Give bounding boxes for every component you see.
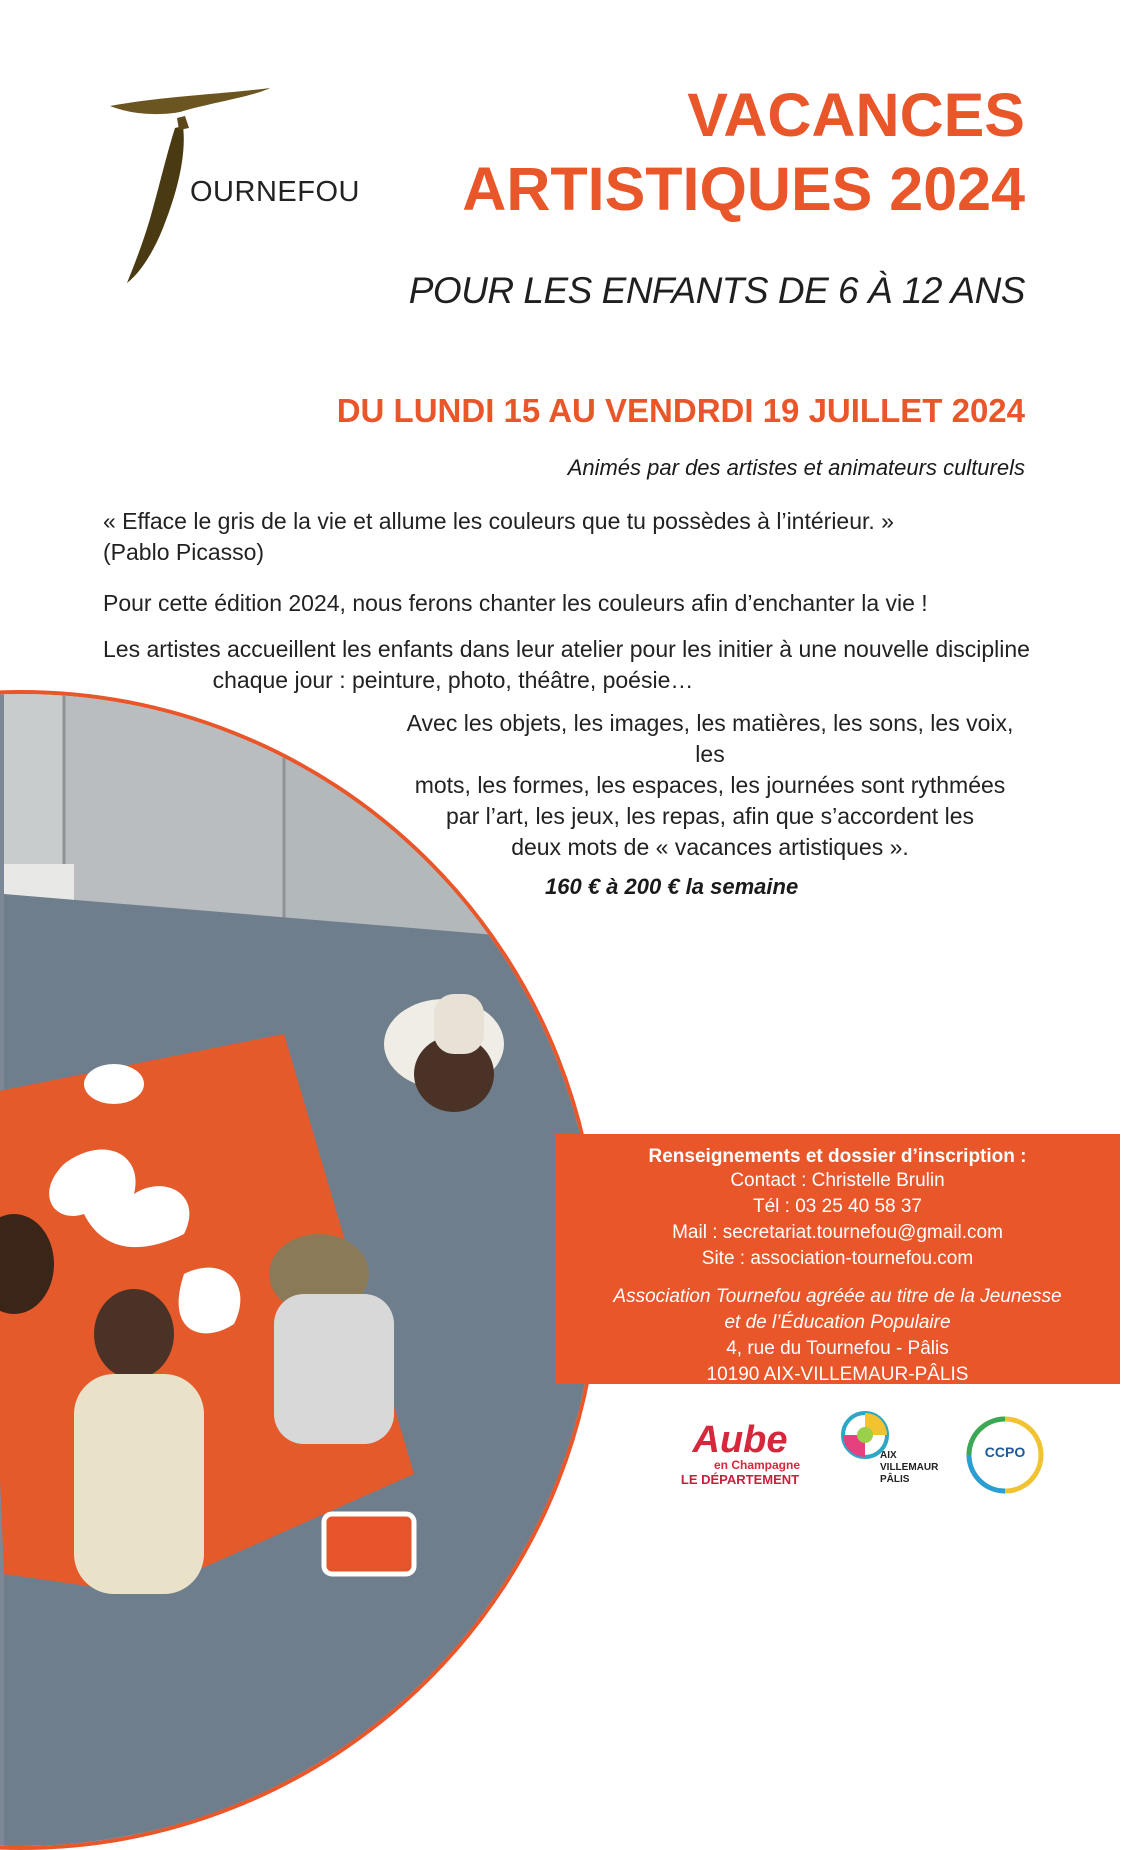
quote-text: « Efface le gris de la vie et allume les couleurs que tu possèdes à l’intérieur. »	[103, 508, 894, 534]
aix-line-2: VILLEMAUR	[880, 1462, 939, 1473]
activities-line: Avec les objets, les images, les matières, les sons, les voix, les	[406, 710, 1014, 767]
price: 160 € à 200 € la semaine	[545, 874, 799, 899]
info-title: Renseignements et dossier d’inscription :	[648, 1146, 1027, 1167]
ccpo-name: CCPO	[984, 1444, 1026, 1460]
aix-line-3: PÂLIS	[880, 1474, 910, 1485]
event-dates: DU LUNDI 15 AU VENDRDI 19 JUILLET 2024	[336, 392, 1025, 429]
association-line-2: et de l’Éducation Populaire	[724, 1312, 951, 1333]
aube-logo	[670, 1419, 810, 1502]
aube-dept: LE DÉPARTEMENT	[680, 1472, 800, 1487]
address-line-1: 4, rue du Tournefou - Pâlis	[726, 1338, 949, 1359]
activities-line: mots, les formes, les espaces, les journées sont rythmées	[414, 772, 1006, 798]
artists-text-line-2: chaque jour : peinture, photo, théâtre, poésie…	[212, 667, 694, 693]
artists-text: Les artistes accueillent les enfants dans leur atelier pour les initier à une nouvelle discipline	[103, 636, 1030, 662]
activities-line: deux mots de « vacances artistiques ».	[511, 834, 909, 860]
activities-line: par l’art, les jeux, les repas, afin que s’accordent les	[446, 803, 974, 829]
logo-wordmark: OURNEFOU	[190, 176, 360, 208]
ccpo-logo	[960, 1410, 1060, 1510]
title-line-1: VACANCES	[687, 81, 1025, 149]
picasso-quote	[103, 506, 1053, 568]
activities-paragraph	[390, 708, 1030, 863]
info-contact: Contact : Christelle Brulin	[730, 1170, 945, 1191]
info-website: Site : association-tournefou.com	[701, 1248, 974, 1269]
aix-villemaur-palis-logo	[840, 1410, 960, 1510]
page-title	[385, 78, 1025, 226]
address-line-2: 10190 AIX-VILLEMAUR-PÂLIS	[706, 1364, 969, 1385]
aube-name: Aube	[692, 1419, 788, 1461]
workshop-photo	[0, 690, 600, 1850]
aix-line-1: AIX	[880, 1450, 897, 1461]
subtitle: POUR LES ENFANTS DE 6 À 12 ANS	[408, 270, 1025, 311]
info-box	[555, 1134, 1120, 1384]
edition-text: Pour cette édition 2024, nous ferons chanter les couleurs afin d’enchanter la vie !	[103, 590, 928, 616]
association-line-1: Association Tournefou agréée au titre de la Jeunesse	[613, 1286, 1062, 1307]
title-line-2: ARTISTIQUES 2024	[462, 155, 1025, 223]
quote-author: (Pablo Picasso)	[103, 539, 265, 565]
info-phone: Tél : 03 25 40 58 37	[752, 1196, 922, 1217]
animators-note: Animés par des artistes et animateurs culturels	[567, 455, 1025, 480]
photo-illustration	[0, 694, 600, 1850]
info-separator	[555, 1272, 1120, 1284]
info-email: Mail : secretariat.tournefou@gmail.com	[672, 1222, 1003, 1243]
aube-sub: en Champagne	[713, 1458, 800, 1472]
